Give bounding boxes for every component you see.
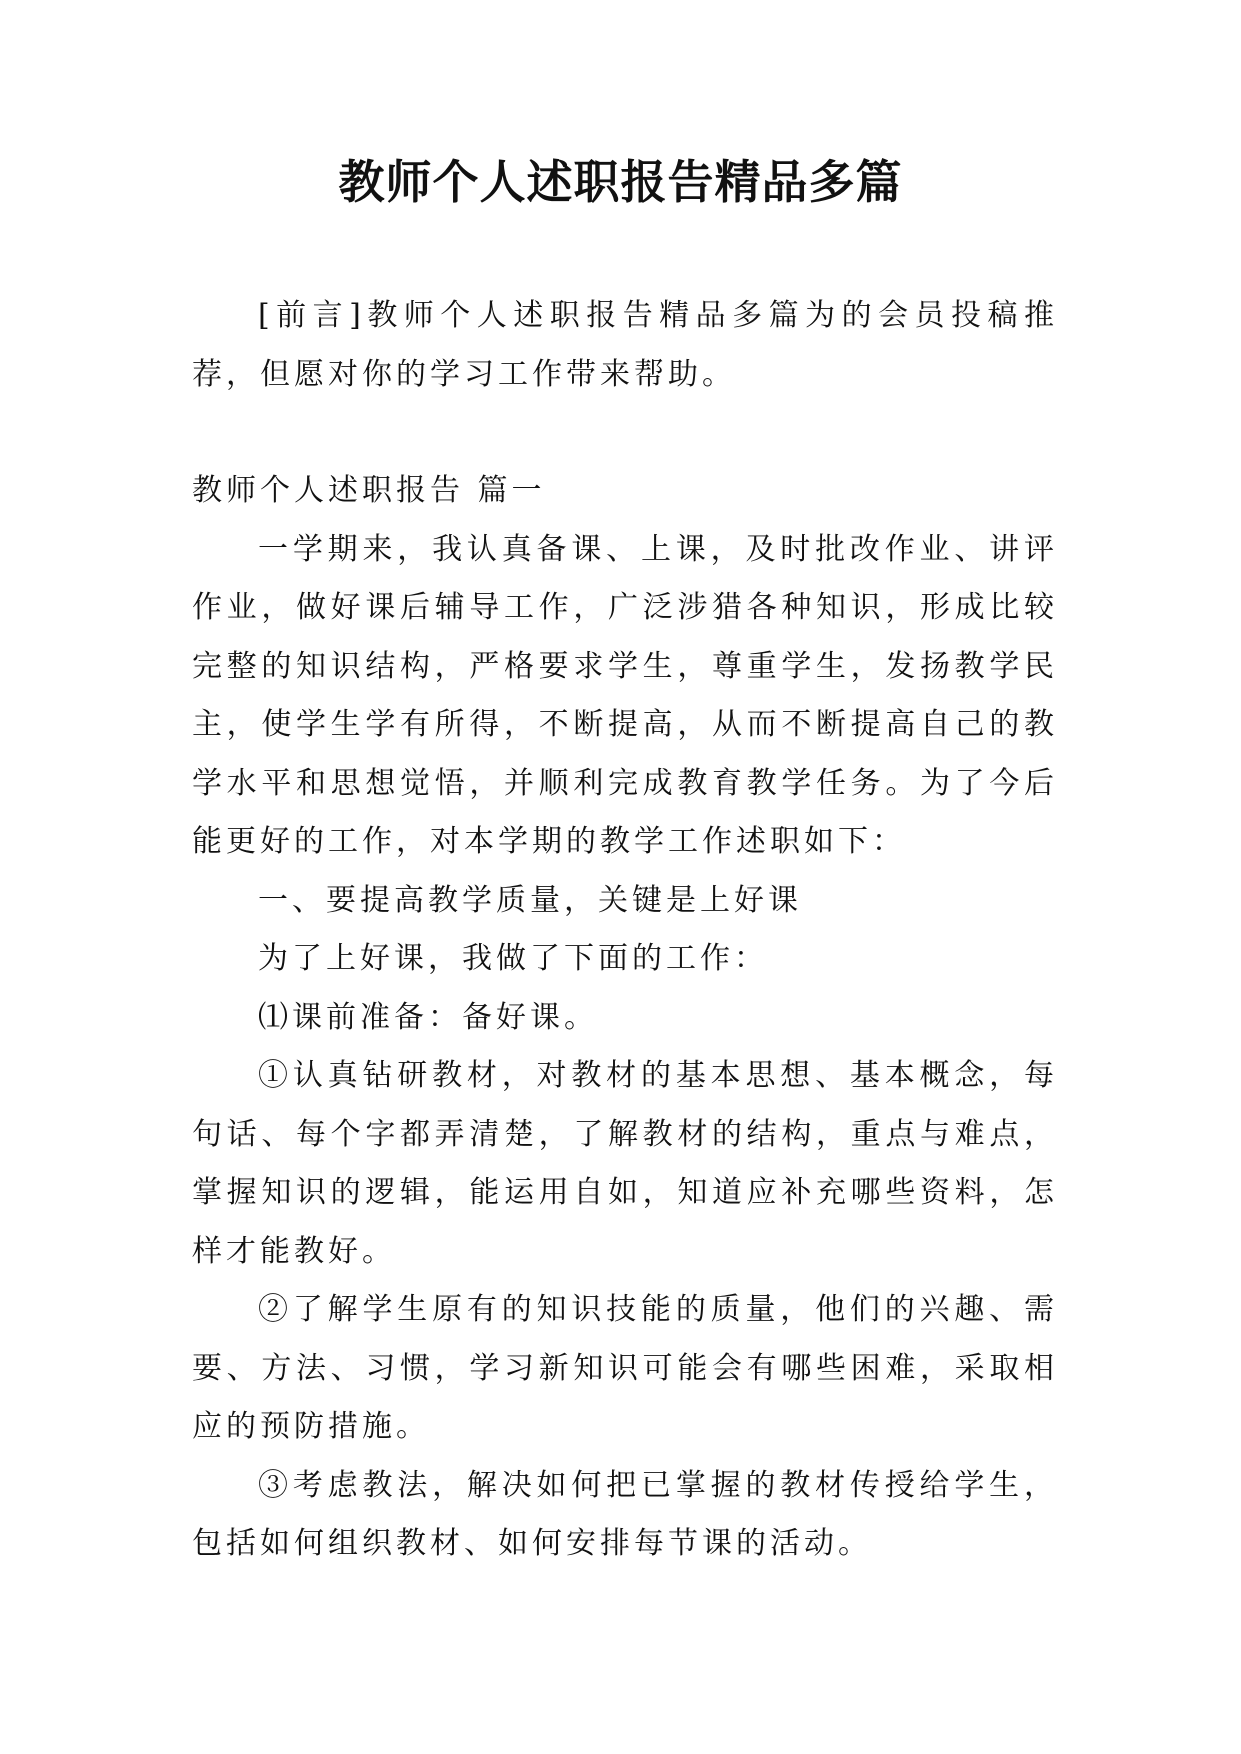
preface-block bbox=[192, 287, 1058, 404]
body-paragraph-2: 一、要提高教学质量，关键是上好课 bbox=[258, 882, 802, 918]
body-paragraph-7: ③考虑教法，解决如何把已掌握的教材传授给学生，包括如何组织教材、如何安排每节课的活动。 bbox=[192, 1467, 1058, 1561]
body-paragraph-1: 一学期来，我认真备课、上课，及时批改作业、讲评作业，做好课后辅导工作，广泛涉猎各种知识，形成比较完整的知识结构，严格要求学生，尊重学生，发扬教学民主，使学生学有所得，不断提高，从而不断提高自己的教学水平和思想觉悟，并顺利完成教育教学任务。为了今后能更好的工作，对本学期的教学工作述职如下： bbox=[192, 531, 1058, 859]
body-paragraph-4: ⑴课前准备：备好课。 bbox=[258, 999, 598, 1035]
preface-paragraph: [前言]教师个人述职报告精品多篇为的会员投稿推荐，但愿对你的学习工作带来帮助。 bbox=[192, 298, 1058, 392]
body-paragraph-3: 为了上好课，我做了下面的工作： bbox=[258, 941, 768, 976]
body-paragraph-6: ②了解学生原有的知识技能的质量，他们的兴趣、需要、方法、习惯，学习新知识可能会有哪些困难，采取相应的预防措施。 bbox=[192, 1292, 1058, 1444]
body-paragraph-5: ①认真钻研教材，对教材的基本思想、基本概念，每句话、每个字都弄清楚，了解教材的结构，重点与难点，掌握知识的逻辑，能运用自如，知道应补充哪些资料，怎样才能教好。 bbox=[192, 1058, 1058, 1269]
document-title: 教师个人述职报告精品多篇 bbox=[338, 155, 903, 209]
section-heading: 教师个人述职报告 篇一 bbox=[192, 473, 546, 508]
main-body bbox=[192, 462, 1058, 1574]
